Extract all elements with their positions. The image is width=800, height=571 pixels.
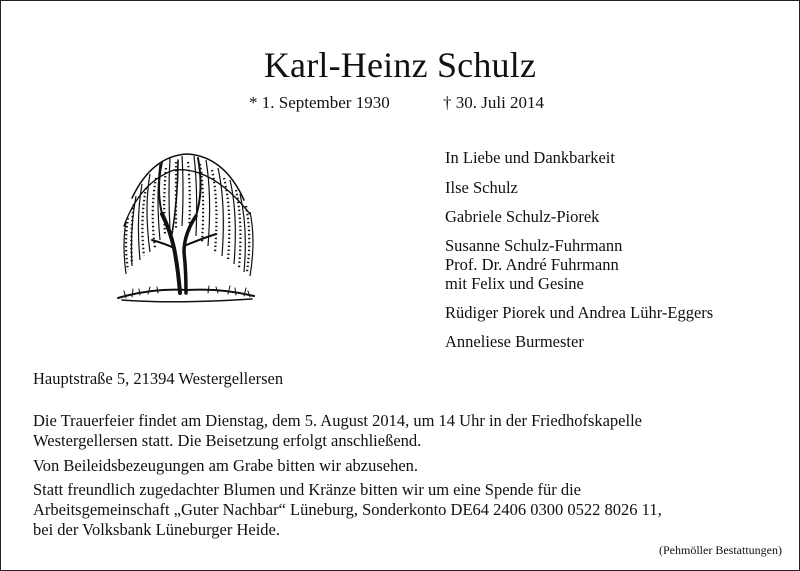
mourners-block [445, 148, 713, 361]
birth-date: * 1. September 1930 [249, 93, 390, 112]
condolence-paragraph [33, 456, 418, 476]
paragraph-line: Die Trauerfeier findet am Dienstag, dem 5. August 2014, um 14 Uhr in der Friedhofskapelle [33, 411, 643, 430]
paragraph-line: Arbeitsgemeinschaft „Guter Nachbar“ Lüneburg, Sonderkonto DE64 2406 0300 0522 8026 11, [33, 500, 662, 519]
mourner-name: Prof. Dr. André Fuhrmann [445, 255, 619, 274]
paragraph-line: Von Beileidsbezeugungen am Grabe bitten wir abzusehen. [33, 456, 419, 475]
mourner-name: Rüdiger Piorek und Andrea Lühr-Eggers [445, 303, 714, 322]
mourner-name: Ilse Schulz [445, 178, 518, 197]
mourner-name: mit Felix und Gesine [445, 274, 584, 293]
mourner-name: Anneliese Burmester [445, 332, 584, 351]
mourner-group [445, 207, 713, 226]
donation-paragraph [33, 480, 662, 540]
paragraph-line: Statt freundlich zugedachter Blumen und Kränze bitten wir um eine Spende für die [33, 480, 581, 499]
death-date: † 30. Juli 2014 [443, 93, 545, 112]
deceased-name: Karl-Heinz Schulz [263, 45, 537, 85]
funeral-service-paragraph [33, 411, 642, 451]
mourner-name: Susanne Schulz-Fuhrmann [445, 236, 623, 255]
paragraph-line: bei der Volksbank Lüneburger Heide. [33, 520, 280, 539]
mourner-group [445, 178, 713, 197]
mourners-heading: In Liebe und Dankbarkeit [445, 148, 615, 167]
paragraph-line: Westergellersen statt. Die Beisetzung erfolgt anschließend. [33, 431, 422, 450]
mourner-name: Gabriele Schulz-Piorek [445, 207, 600, 226]
weeping-willow-icon [112, 148, 262, 324]
address: Hauptstraße 5, 21394 Westergellersen [33, 369, 284, 388]
mourner-group [445, 303, 713, 322]
mourner-group [445, 236, 713, 293]
mourner-group [445, 332, 713, 351]
undertaker-credit: (Pehmöller Bestattungen) [659, 543, 782, 557]
